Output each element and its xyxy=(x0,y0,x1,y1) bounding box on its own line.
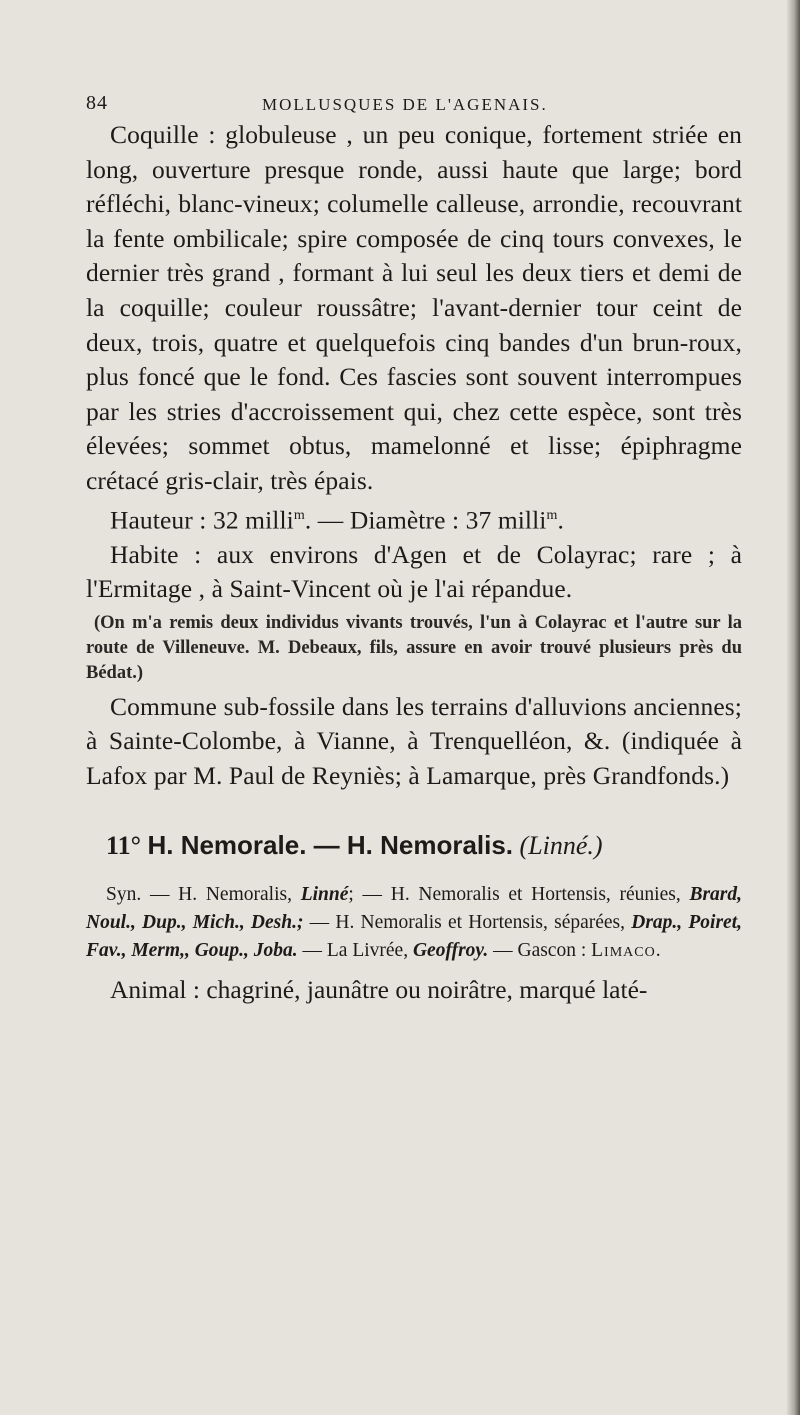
synonymy-seg: — Gascon : xyxy=(488,939,592,961)
dimensions-height: Hauteur : 32 milli xyxy=(110,505,294,535)
synonymy-seg: — H. Nemoralis et Hortensis, séparées, xyxy=(303,911,632,933)
page-number: 84 xyxy=(86,92,108,114)
gascon-name: Limaco. xyxy=(591,939,662,961)
page-edge-shadow xyxy=(786,0,800,1415)
fossil-paragraph: Commune sub-fossile dans les terrains d'alluvions anciennes; à Sainte-Colombe, à Vianne, à Trenquelléon, &. (indiquée à Lafox par M. Paul de Reyniès; à Lamarque, près Grandfonds.) xyxy=(86,691,742,790)
dimensions-diameter: . — Diamètre : 37 milli xyxy=(304,505,547,535)
synonymy-seg: — La Livrée, xyxy=(297,939,413,961)
species-author: (Linné.) xyxy=(519,830,603,860)
synonymy-paragraph xyxy=(86,881,742,965)
synonymy-seg: ; — H. Nemoralis et Hortensis, réunies, xyxy=(348,883,690,905)
collector-note: (On m'a remis deux individus vivants trouvés, l'un à Colayrac et l'autre sur la route de Villeneuve. M. Debeaux, fils, assure en avoir trouvé plusieurs près du Bédat.) xyxy=(86,612,742,683)
synonymy-author: Geoffroy. xyxy=(412,939,489,961)
page-body xyxy=(86,118,742,1007)
species-name: H. Nemorale. — H. Nemoralis. xyxy=(147,829,514,860)
running-head: MOLLUSQUES DE L'AGENAIS. xyxy=(262,95,548,114)
species-heading xyxy=(86,828,742,863)
synonymy-seg: Syn. — H. Nemoralis, xyxy=(106,883,301,905)
species-number: 11° xyxy=(106,830,141,860)
synonymy-author: Linné xyxy=(300,883,349,905)
unit-superscript: m xyxy=(293,507,305,523)
animal-description: Animal : chagriné, jaunâtre ou noirâtre, marqué laté- xyxy=(110,974,648,1004)
synonymy-author: Brard, Noul., Dup., Mich., Desh.; xyxy=(86,883,742,933)
synonymy-author: Drap., Poiret, Fav., Merm,, Goup., Joba. xyxy=(86,911,742,961)
habitat-paragraph: Habite : aux environs d'Agen et de Colayrac; rare ; à l'Ermitage , à Saint-Vincent où je l'ai répandue. xyxy=(86,539,742,604)
shell-description: Coquille : globuleuse , un peu conique, fortement striée en long, ouverture presque ronde, aussi haute que large; bord réfléchi, blanc-vineux; columelle calleuse, arrondie, recouvrant la fente ombilicale; spire composée de cinq tours convexes, le dernier très grand , formant à lui seul les deux tiers et demi de la coquille; couleur roussâtre; l'avant-dernier tour ceint de deux, trois, quatre et quelquefois cinq bandes d'un brun-roux, plus foncé que le fond. Ces fascies sont souvent interrompues par les stries d'accroissement qui, chez cette espèce, sont très élevées; sommet obtus, mamelonné et lisse; épiphragme crétacé gris-clair, très épais. xyxy=(86,120,742,495)
dimensions-line xyxy=(86,499,742,538)
unit-superscript: m xyxy=(546,507,558,523)
dimensions-end: . xyxy=(557,505,564,535)
